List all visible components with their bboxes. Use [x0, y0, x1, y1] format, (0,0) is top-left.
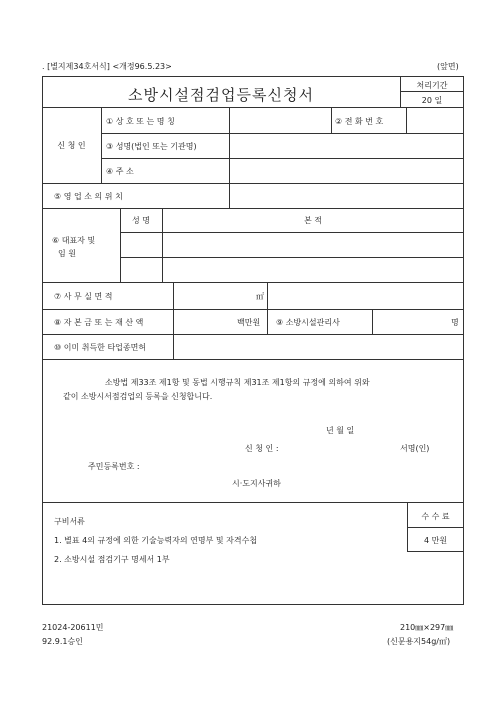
phone-label: ② 전 화 번 호 [335, 117, 384, 126]
representative-name-field-1[interactable] [123, 235, 160, 255]
address-field[interactable] [232, 161, 461, 181]
processing-period-value: 20 일 [421, 96, 443, 105]
form-code: 21024-20611민 [42, 623, 104, 632]
declaration-line-2: 같이 소방시서점검업의 등록을 신청합니다. [63, 392, 213, 401]
trade-name-field[interactable] [232, 110, 328, 130]
representative-name-field-2[interactable] [123, 260, 160, 280]
office-area-field[interactable] [176, 285, 254, 306]
other-license-field[interactable] [176, 337, 461, 356]
page-side: (앞면) [437, 62, 459, 71]
phone-field[interactable] [409, 110, 461, 130]
applicant-signature-label: 신 청 인 : [245, 444, 279, 453]
resident-number-label: 주민등록번호 : [88, 462, 140, 471]
paper-size: 210㎜×297㎜ [400, 623, 454, 632]
domicile-column-header: 본 적 [304, 216, 322, 225]
capital-label: ⑧ 자 본 금 또 는 재 산 액 [54, 318, 144, 327]
application-date: 년 월 일 [326, 426, 355, 435]
signature-seal: 서명(인) [400, 444, 430, 453]
representative-domicile-field-2[interactable] [165, 260, 461, 280]
other-license-label: ⑩ 이미 취득한 타업종면허 [54, 343, 147, 352]
fire-manager-label: ⑨ 소방시설관리사 [276, 318, 340, 327]
representative-domicile-field-1[interactable] [165, 235, 461, 255]
paper-type: (신문용지54g/㎡) [387, 637, 451, 646]
fire-manager-count-field[interactable] [375, 312, 447, 331]
business-location-field[interactable] [232, 186, 461, 205]
capital-field[interactable] [176, 312, 234, 331]
form-number: . [별지제34호서식] <개정96.5.23> [42, 62, 172, 71]
office-area-unit: ㎡ [256, 292, 264, 301]
fee-value: 4 만원 [423, 536, 448, 545]
declaration-line-1: 소방법 제33조 제1항 및 동법 시행규칙 제31조 제1항의 규정에 의하여 위와 [105, 378, 370, 387]
capital-unit: 백만원 [237, 318, 261, 327]
document-item-1: 1. 별표 4의 규정에 의한 기술능력자의 연명부 및 자격수첩 [54, 536, 258, 545]
representative-label: ⑥ 대표자 및 [52, 236, 96, 245]
resident-number-field[interactable] [160, 458, 310, 472]
address-label: ④ 주 소 [106, 167, 134, 176]
trade-name-label: ① 상 호 또 는 명 칭 [106, 117, 175, 126]
applicant-name-field[interactable] [232, 136, 461, 156]
document-item-2: 2. 소방시설 점검기구 명세서 1부 [54, 555, 170, 564]
office-area-label: ⑦ 사 무 실 면 적 [54, 292, 113, 301]
required-documents-title: 구비서류 [54, 517, 85, 526]
approval-date: 92.9.1승인 [42, 637, 83, 646]
name-column-header: 성 명 [132, 216, 150, 225]
fire-manager-unit: 명 [451, 318, 459, 327]
applicant-label: 신 청 인 [57, 141, 86, 150]
representative-label-line2: 임 원 [58, 249, 76, 258]
fee-label: 수 수 료 [421, 512, 450, 521]
applicant-name-label: ③ 성명(법인 또는 기관명) [106, 142, 197, 151]
business-location-label: ⑤ 영 업 소 의 위 치 [54, 192, 123, 201]
processing-period-label: 처리기간 [416, 81, 448, 90]
applicant-signature-field[interactable] [320, 440, 396, 454]
recipient: 시·도지사귀하 [232, 479, 281, 488]
form-title: 소방시설점검업등록신청서 [128, 86, 314, 104]
